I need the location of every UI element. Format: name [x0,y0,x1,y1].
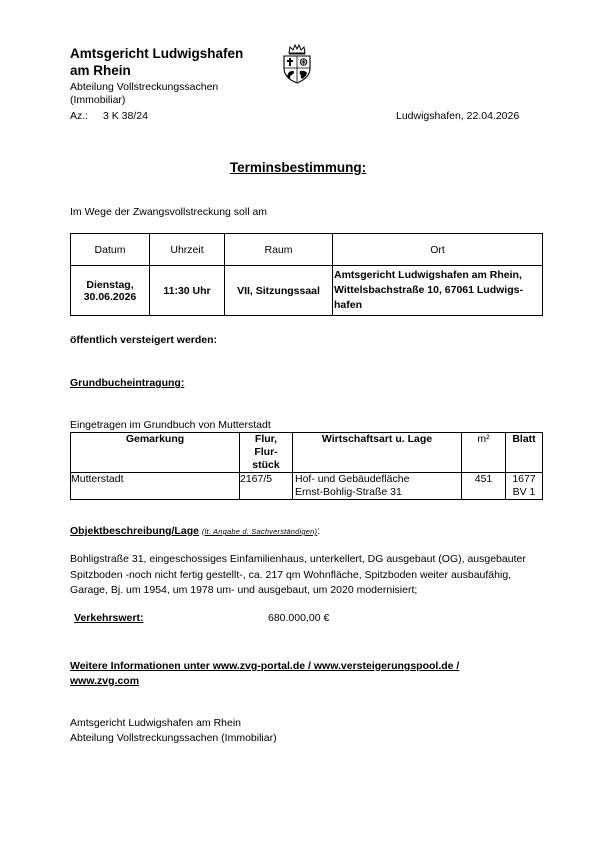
header-gemarkung: Gemarkung [71,433,240,473]
land-register-table [70,432,543,500]
row-wirtschaftsart-line2: Ernst-Bohlig-Straße 31 [295,486,402,498]
appointment-place [333,266,543,316]
row-wirtschaftsart [293,473,462,500]
header-ort: Ort [333,234,543,266]
object-description-line1: Bohligstraße 31, eingeschossiges Einfamilienhaus, unterkellert, DG ausgebaut (OG), ausgebauter [70,553,526,565]
object-heading [70,525,320,537]
market-value-amount: 680.000,00 € [268,612,330,624]
page-title [0,160,596,175]
header-uhrzeit: Uhrzeit [150,234,225,266]
auction-text: öffentlich versteigert werden: [70,334,218,346]
title-text: Terminsbestimmung: [229,160,367,175]
header-m2: m² [462,433,506,473]
land-register-intro: Eingetragen im Grundbuch von Mutterstadt [70,419,271,431]
court-name [70,45,243,79]
appointment-place-line3: hafen [334,299,363,311]
az-label: Az.: [70,110,89,122]
coat-of-arms-icon [281,44,313,84]
object-heading-text: Objektbeschreibung/Lage [70,525,199,537]
row-gemarkung: Mutterstadt [71,473,240,500]
header-raum: Raum [225,234,333,266]
object-heading-note: (lt. Angabe d. Sachverständigen) [201,527,318,536]
header-flur-line1: Flur, Flur- [254,433,278,458]
land-register-header-row [71,433,543,473]
object-heading-colon: : [317,525,321,537]
object-description-line2: Spitzboden -noch nicht fertig gestellt-, ca. 217 qm Wohnfläche, Spitzboden weiter ausbaufähig, [70,568,512,581]
court-name-line1: Amtsgericht Ludwigshafen [70,46,244,61]
row-blatt-line1: 1677 [512,473,536,485]
footer-line2: Abteilung Vollstreckungssachen (Immobiliar) [70,732,277,744]
appointment-row [71,266,543,316]
intro-text: Im Wege der Zwangsvollstreckung soll am [70,206,268,218]
row-blatt-line2: BV 1 [512,486,536,498]
place-date: Ludwigshafen, 22.04.2026 [396,110,520,122]
header-datum: Datum [71,234,150,266]
more-info [70,659,459,689]
more-info-line2: www.zvg.com [70,675,140,687]
object-description-line3: Garage, Bj. um 1954, um 1978 um- und ausgebaut, um 2020 modernisiert; [70,584,418,596]
footer-line1: Amtsgericht Ludwigshafen am Rhein [70,717,242,729]
appointment-place-line1: Amtsgericht Ludwigshafen am Rhein, [334,269,522,281]
department-line1: Abteilung Vollstreckungssachen [70,81,219,93]
appointment-date-line1: Dienstag, [86,278,134,291]
appointment-date [71,266,150,316]
more-info-line1: Weitere Informationen unter www.zvg-portal.de / www.versteigerungspool.de / [70,660,460,672]
department [70,81,218,107]
row-flur: 2167/5 [240,473,293,500]
appointment-time: 11:30 Uhr [150,266,225,316]
land-register-heading: Grundbucheintragung: [70,377,185,389]
header-blatt: Blatt [506,433,543,473]
court-name-line2: am Rhein [70,63,131,78]
appointment-date-line2: 30.06.2026 [83,290,137,303]
land-register-row [71,473,543,500]
row-m2: 451 [462,473,506,500]
az-value: 3 K 38/24 [103,110,148,122]
market-value-label: Verkehrswert: [74,612,144,624]
header-flur-line2: stück [252,459,280,471]
object-description [70,552,526,599]
appointment-header-row [71,234,543,266]
appointment-table [70,233,543,316]
department-line2: (Immobiliar) [70,94,126,106]
footer [70,716,277,746]
appointment-room: VII, Sitzungssaal [225,266,333,316]
appointment-place-line2: Wittelsbachstraße 10, 67061 Ludwigs- [334,284,523,296]
row-blatt [506,473,543,500]
header-flur [240,433,293,473]
header-wirtschaftsart: Wirtschaftsart u. Lage [293,433,462,473]
row-wirtschaftsart-line1: Hof- und Gebäudefläche [295,473,410,485]
